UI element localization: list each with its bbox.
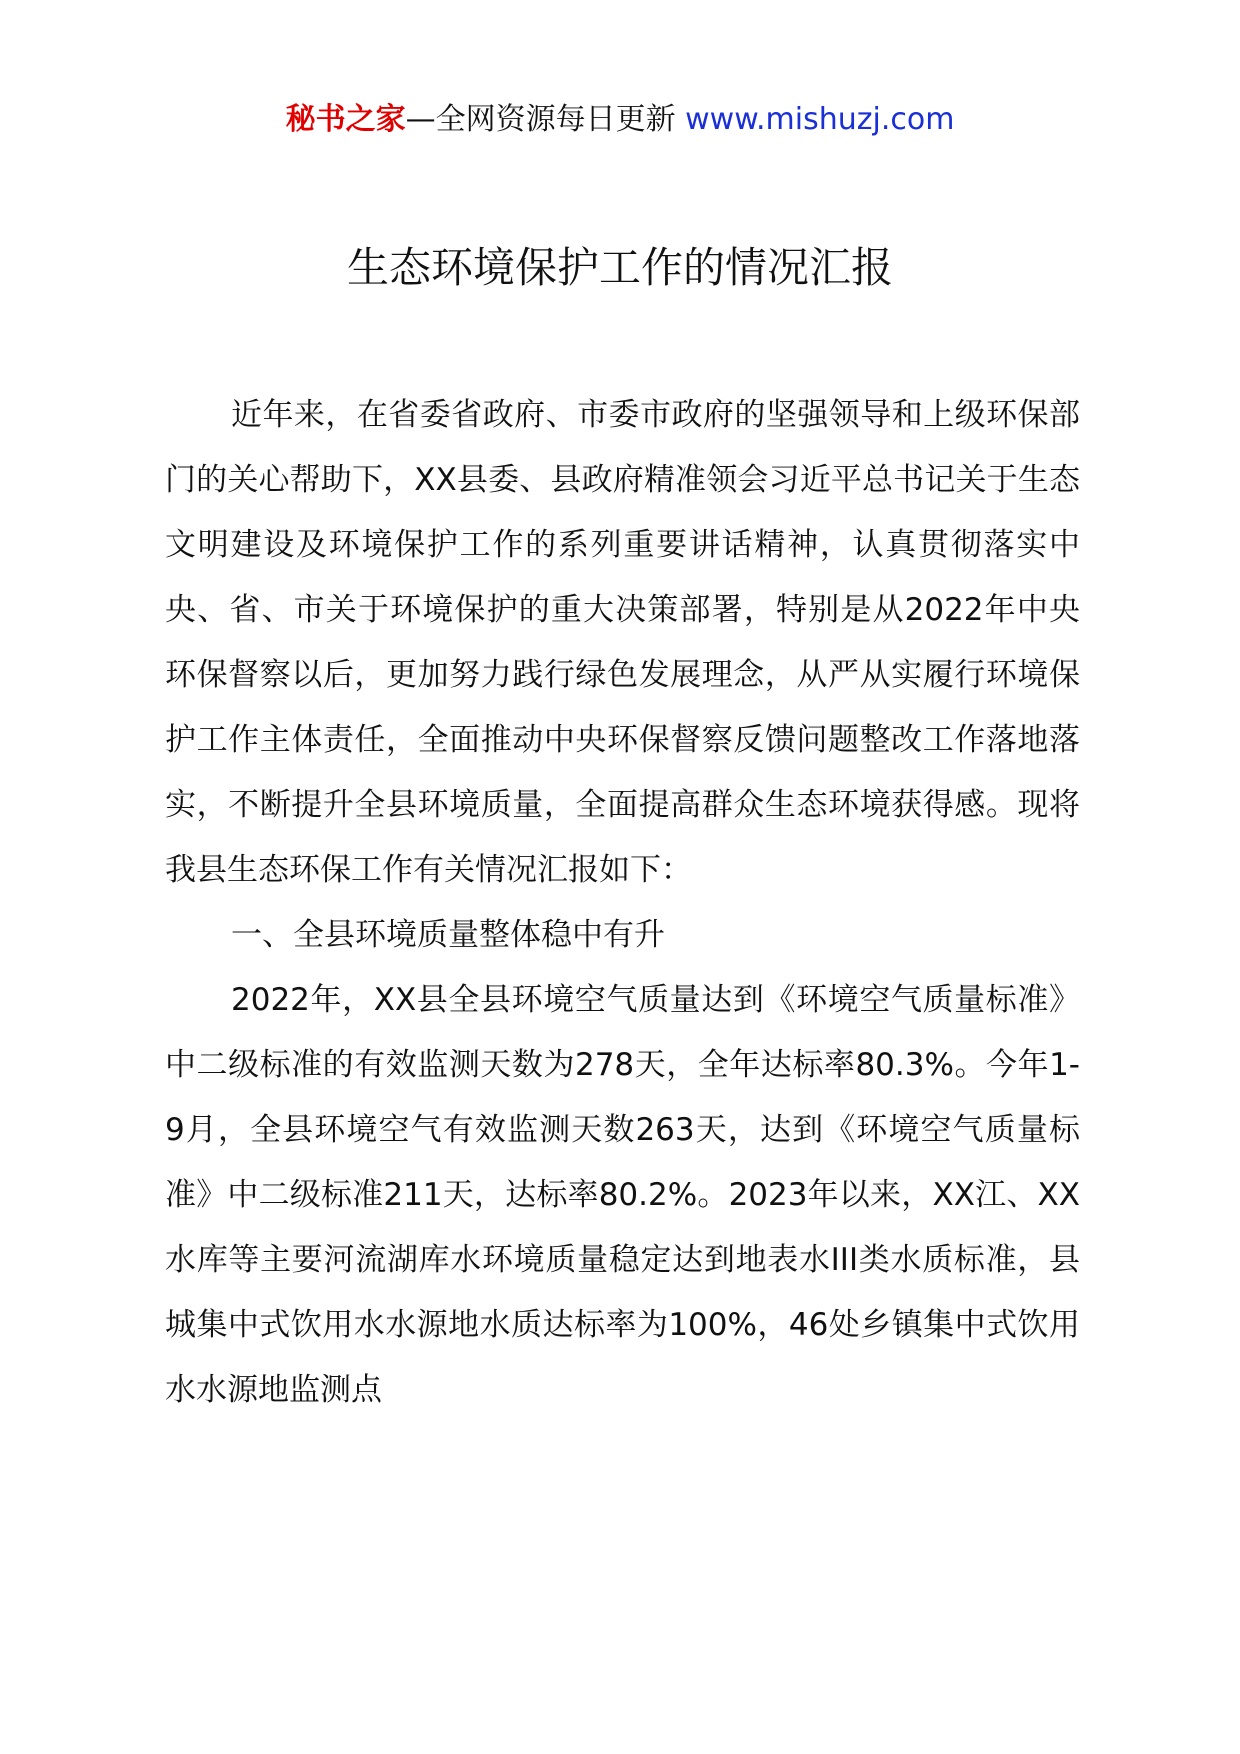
site-url-link[interactable]: www.mishuzj.com [685, 102, 955, 137]
section-paragraph: 2022年，XX县全县环境空气质量达到《环境空气质量标准》中二级标准的有效监测天数为278天，全年达标率80.3%。今年1-9月，全县环境空气有效监测天数263天，达到《环境空气质量标准》中二级标准211天，达标率80.2%。2023年以来，XX江、XX水库等主要河流湖库水环境质量稳定达到地表水III类水质标准，县城集中式饮用水水源地水质达标率为100%，46处乡镇集中式饮用水水源地监测点 [165, 982, 1080, 1408]
site-brand: 秘书之家 [285, 102, 406, 137]
site-header [0, 100, 1240, 140]
document-title: 生态环境保护工作的情况汇报 [346, 243, 893, 292]
document-body [165, 383, 1080, 1423]
section-heading: 一、全县环境质量整体稳中有升 [231, 917, 665, 953]
intro-paragraph: 近年来，在省委省政府、市委市政府的坚强领导和上级环保部门的关心帮助下，XX县委、县政府精准领会习近平总书记关于生态文明建设及环境保护工作的系列重要讲话精神，认真贯彻落实中央、省、市关于环境保护的重大决策部署，特别是从2022年中央环保督察以后，更加努力践行绿色发展理念，从严从实履行环境保护工作主体责任，全面推动中央环保督察反馈问题整改工作落地落实，不断提升全县环境质量，全面提高群众生态环境获得感。现将我县生态环保工作有关情况汇报如下： [165, 397, 1080, 888]
site-tagline: —全网资源每日更新 [405, 102, 676, 137]
